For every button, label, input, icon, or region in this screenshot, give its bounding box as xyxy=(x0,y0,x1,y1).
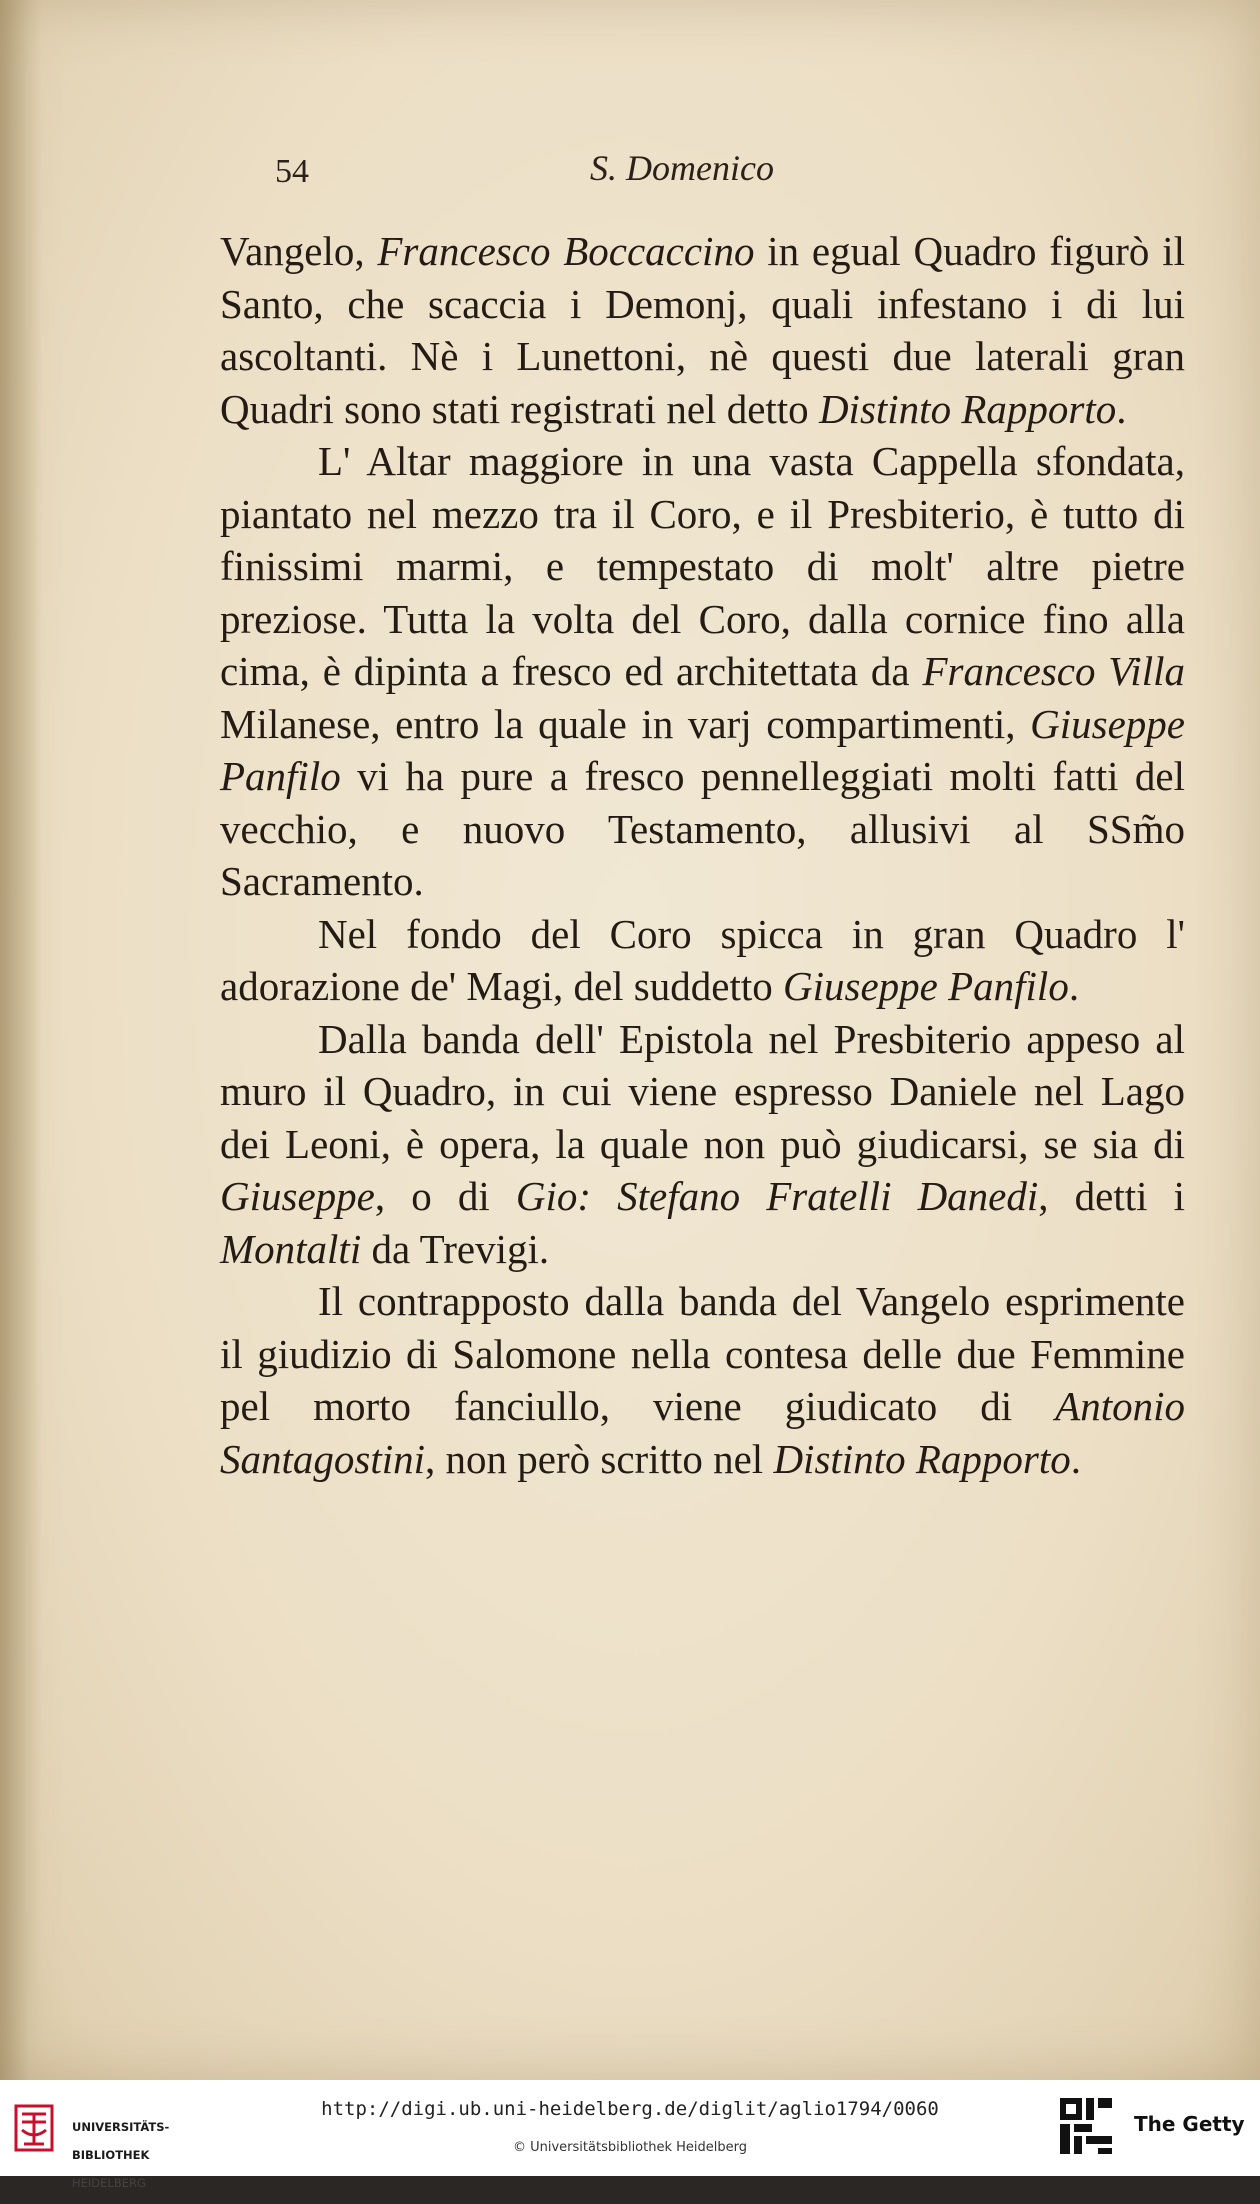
permalink-url[interactable]: http://digi.ub.uni-heidelberg.de/diglit/aglio1794/0060 xyxy=(321,2098,939,2120)
text-run: , o di xyxy=(374,1173,516,1219)
page-number: 54 xyxy=(275,153,309,190)
getty-label: The Getty xyxy=(1134,2112,1245,2136)
paragraph xyxy=(220,1275,1185,1485)
text-run: Milanese, entro la quale in varj compartimenti, xyxy=(220,700,1031,747)
text-run: da Trevigi. xyxy=(361,1225,550,1272)
paragraph xyxy=(220,1013,1185,1276)
paragraph xyxy=(220,435,1185,908)
library-logo-line: UNIVERSITÄTS- xyxy=(72,2120,170,2134)
running-head xyxy=(220,145,1190,195)
running-title: S. Domenico xyxy=(590,148,774,188)
italic-name: Giuseppe Panfilo xyxy=(220,700,1185,799)
text-run: . xyxy=(1116,385,1127,432)
copyright-notice: © Universitätsbibliothek Heidelberg xyxy=(512,2140,747,2155)
viewer-footer xyxy=(0,2080,1260,2190)
italic-name: Distinto Rapporto xyxy=(818,385,1117,432)
italic-name: Giuseppe Panfilo xyxy=(783,963,1069,1009)
text-run: . xyxy=(1068,963,1080,1009)
paragraph xyxy=(220,908,1185,1013)
italic-name: Distinto Rapporto xyxy=(773,1435,1071,1482)
library-logo-line: BIBLIOTHEK xyxy=(72,2148,150,2162)
text-run: Dalla banda dell' Epistola nel Presbiterio appeso al muro il Quadro, in cui viene espresso Daniele nel Lago dei Leoni, è opera, la quale non può giudicarsi, se sia di xyxy=(220,1015,1185,1167)
body-text xyxy=(220,225,1185,1485)
text-run: Nel fondo del Coro spicca in gran Quadro l' adorazione de' Magi, del suddetto xyxy=(220,910,1185,1009)
text-run: , non però scritto nel xyxy=(425,1435,774,1482)
text-run: . xyxy=(1070,1435,1081,1482)
page-gutter xyxy=(0,0,42,2080)
library-emblem-icon xyxy=(12,2100,56,2156)
getty-logo-icon[interactable] xyxy=(1058,2096,1114,2158)
italic-name: Giuseppe xyxy=(220,1173,375,1219)
text-run: , detti i xyxy=(1038,1173,1185,1219)
library-logo-line: HEIDELBERG xyxy=(72,2176,146,2190)
library-logo-text xyxy=(72,2106,169,2204)
paragraph xyxy=(220,225,1185,435)
italic-name: Gio: Stefano Fratelli Danedi xyxy=(515,1173,1039,1219)
italic-name: Francesco Boccaccino xyxy=(377,228,755,274)
university-library-logo[interactable] xyxy=(12,2098,172,2190)
text-run: vi ha pure a fresco pennelleggiati molti fatti del vecchio, e nuovo Testamento, allusivi al SSm̃o Sacramento. xyxy=(220,753,1185,904)
italic-name: Francesco Villa xyxy=(922,648,1185,694)
italic-name: Montalti xyxy=(220,1225,362,1272)
italic-name: Antonio Santagostini xyxy=(220,1383,1185,1482)
text-run: Il contrapposto dalla banda del Vangelo esprimente il giudizio di Salomone nella contesa delle due Femmine pel morto fanciullo, viene giudicato di xyxy=(220,1278,1185,1429)
text-run: L' Altar maggiore in una vasta Cappella sfondata, piantato nel mezzo tra il Coro, e il Presbiterio, è tutto di finissimi marmi, e tempestato di molt' altre pietre preziose. Tutta la volta del Coro, dalla cornice fino alla cima, è dipinta a fresco ed architettata da xyxy=(220,438,1185,694)
text-run: in egual Quadro figurò il Santo, che scaccia i Demonj, quali infestano i di lui ascoltanti. Nè i Lunettoni, nè questi due laterali gran Quadri sono stati registrati nel detto xyxy=(220,228,1185,432)
text-run: Vangelo, xyxy=(220,228,378,274)
